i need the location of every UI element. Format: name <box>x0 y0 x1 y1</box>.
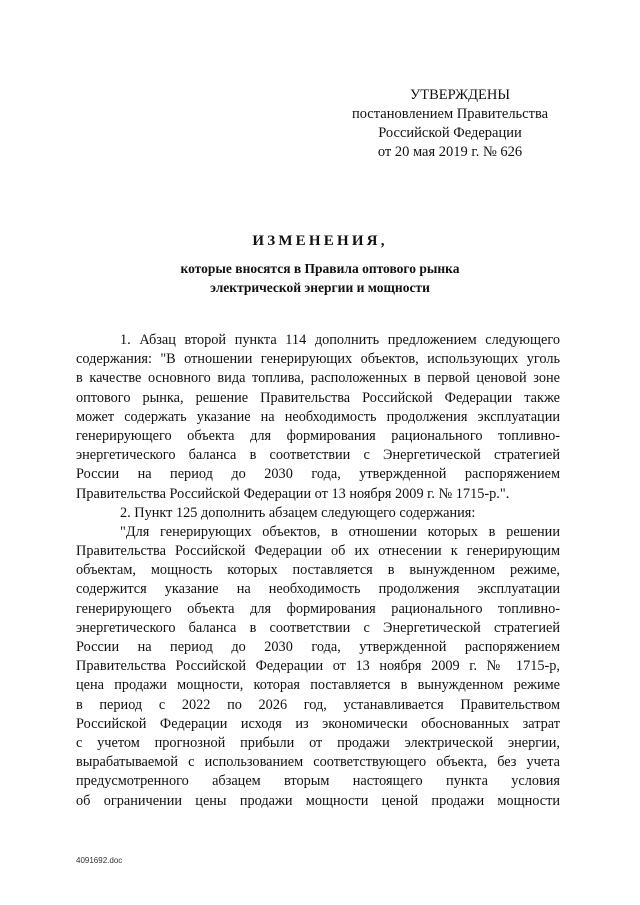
body-line: энергетического баланса в соответствии с Энергетической стратегией <box>76 619 560 636</box>
body-line: Правительства Российской Федерации от 13 ноября 2009 г. № 1715-р, <box>76 658 560 675</box>
body-line: 1. Абзац второй пункта 114 дополнить предложением следующего <box>120 332 560 348</box>
body-line: объектам, мощность которых поставляется в вынужденном режиме, <box>76 562 560 579</box>
body-line: об ограничении цены продажи мощности ценой продажи мощности <box>76 792 560 809</box>
body-line: Российской Федерации исходя из экономически обоснованных затрат <box>76 715 560 732</box>
body-line: цена продажи мощности, которая поставляется в вынужденном режиме <box>76 677 560 694</box>
body-line: Правительства Российской Федерации об их отнесении к генерирующим <box>76 543 560 560</box>
subtitle-line-2: электрической энергии и мощности <box>210 279 430 295</box>
body-line: в качестве основного вида топлива, расположенных в первой ценовой зоне <box>76 370 560 387</box>
body-line: генерирующего объекта для формирования рационального топливно- <box>76 600 560 617</box>
body-line: оптового рынка, решение Правительства Российской Федерации также <box>76 389 560 406</box>
body-line: содержится указание на необходимость продолжения эксплуатации <box>76 581 560 598</box>
approval-line-3: от 20 мая 2019 г. № 626 <box>377 144 523 160</box>
body-line: предусмотренного абзацем вторым настоящего пункта условия <box>76 773 560 790</box>
body-line: с учетом прогнозной прибыли от продажи электрической энергии, <box>76 734 560 751</box>
document-body <box>76 331 560 811</box>
approval-line-2: Российской Федерации <box>378 125 522 141</box>
body-line: в период с 2022 по 2026 год, устанавливается Правительством <box>76 696 560 713</box>
body-line: Правительства Российской Федерации от 13 ноября 2009 г. № 1715-р.". <box>76 485 510 502</box>
approval-heading: УТВЕРЖДЕНЫ <box>409 87 511 103</box>
body-line: России на период до 2030 года, утвержденной распоряжением <box>76 639 560 655</box>
document-subtitle <box>0 260 640 297</box>
body-line: энергетического баланса в соответствии с Энергетической стратегией <box>76 447 560 464</box>
subtitle-line-1: которые вносятся в Правила оптового рынка <box>180 261 460 276</box>
body-line: России на период до 2030 года, утвержденной распоряжением <box>76 466 560 483</box>
body-line: вырабатываемой с использованием соответствующего объекта, без учета <box>76 754 560 771</box>
footer-file-id: 4091692.doc <box>76 856 123 865</box>
body-line: содержания: "В отношении генерирующих объектов, использующих уголь <box>76 351 560 368</box>
document-title: ИЗМЕНЕНИЯ, <box>252 233 388 249</box>
body-line: может содержать указание на необходимость продолжения эксплуатации <box>76 408 560 425</box>
approval-block <box>330 86 570 162</box>
body-line: "Для генерирующих объектов, в отношении которых в решении <box>120 523 560 540</box>
body-line: генерирующего объекта для формирования рационального топливно- <box>76 427 560 444</box>
approval-line-1: постановлением Правительства <box>351 106 549 122</box>
body-line: 2. Пункт 125 дополнить абзацем следующего содержания: <box>120 504 476 521</box>
